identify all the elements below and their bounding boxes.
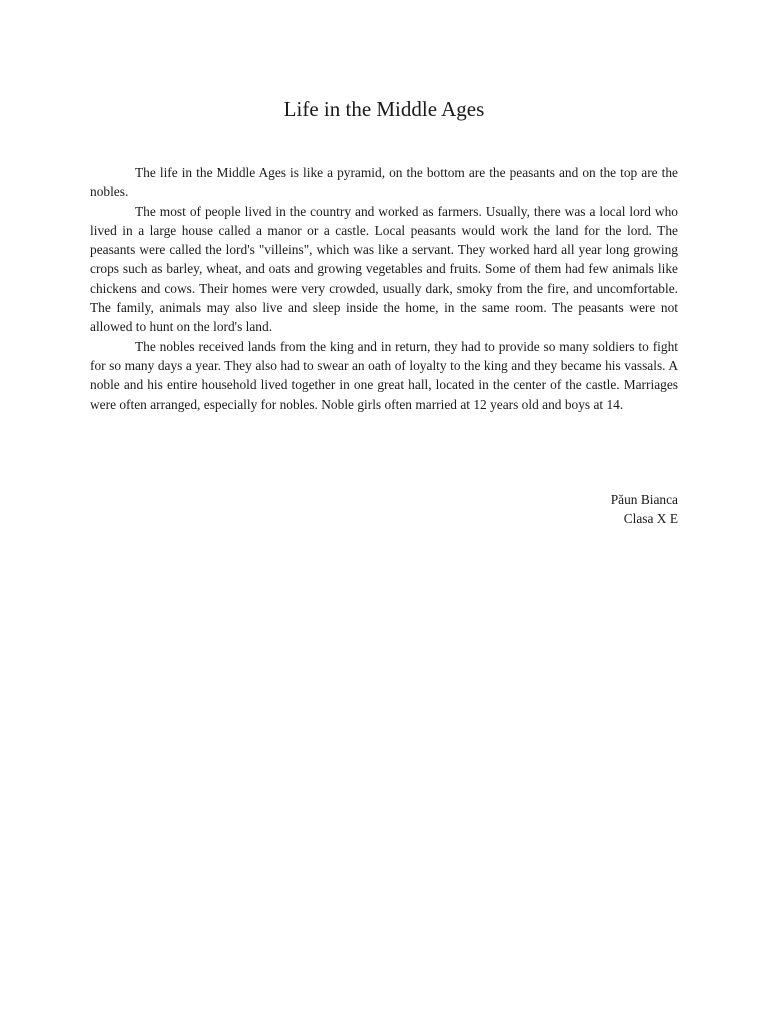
author-class: Clasa X E [623,511,678,527]
paragraph-2: The most of people lived in the country and worked as farmers. Usually, there was a local lord who lived in a large house called a manor or a castle. Local peasants would work the land for the lord. The peasants were called the lord's "villeins", which was like a servant. They worked hard all year long growing crops such as barley, wheat, and oats and growing vegetables and fruits. Some of them had few animals like chickens and cows. Their homes were very crowded, usually dark, smoky from the fire, and uncomfortable. The family, animals may also live and sleep inside the home, in the same room. The peasants were not allowed to hunt on the lord's land. [90,203,678,335]
paragraph-1: The life in the Middle Ages is like a pyramid, on the bottom are the peasants and on the top are the nobles. [90,165,678,200]
signature-block [480,490,678,529]
document-title: Life in the Middle Ages [283,97,485,121]
author-name: Păun Bianca [610,492,678,507]
paragraph-3: The nobles received lands from the king and in return, they had to provide so many soldiers to fight for so many days a year. They also had to swear an oath of loyalty to the king and they became his vassals. A noble and his entire household lived together in one great hall, located in the center of the castle. Marriages were often arranged, especially for nobles. Noble girls often married at 12 years old and boys at 14. [90,338,678,412]
document-body [90,163,678,414]
